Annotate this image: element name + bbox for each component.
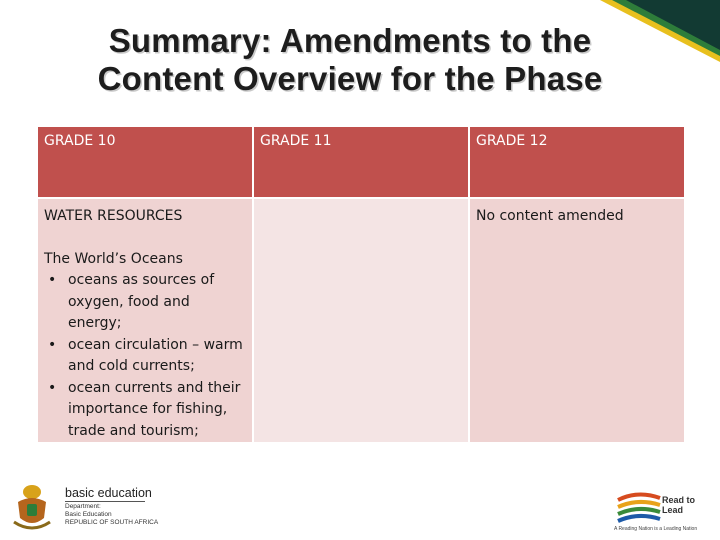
header-row xyxy=(38,127,684,197)
read-to-lead-tagline: A Reading Nation is a Leading Nation xyxy=(614,526,698,532)
slide-title xyxy=(20,22,680,98)
title-line-2: Content Overview for the Phase xyxy=(97,60,603,97)
brand-sub-line: Basic Education xyxy=(65,511,112,518)
read-to-lead-logo xyxy=(612,488,717,538)
brand-sub-line: Department: xyxy=(65,503,101,510)
header-grade-10: GRADE 10 xyxy=(38,127,252,197)
content-row xyxy=(38,199,684,442)
list-item: • ocean currents and their importance for fishing, trade and tourism; xyxy=(44,378,246,443)
cell-grade-11 xyxy=(254,199,468,442)
amendments-table xyxy=(36,125,686,444)
subtopic-heading: The World’s Oceans xyxy=(44,250,183,267)
brand-subtitle xyxy=(65,503,158,527)
brand-sub-line: REPUBLIC OF SOUTH AFRICA xyxy=(65,519,159,526)
book-stack-icon xyxy=(614,490,664,526)
cell-grade-12: No content amended xyxy=(470,199,684,442)
brand-divider xyxy=(65,501,145,502)
coat-of-arms-icon xyxy=(10,482,54,532)
content-points xyxy=(44,270,246,442)
basic-education-logo xyxy=(10,482,210,532)
title-line-1: Summary: Amendments to the xyxy=(108,22,592,59)
cell-grade-10 xyxy=(38,199,252,442)
header-grade-11: GRADE 11 xyxy=(254,127,468,197)
brand-title: basic education xyxy=(65,486,152,500)
topic-heading: WATER RESOURCES xyxy=(44,208,183,224)
list-item: • ocean circulation – warm and cold currents; xyxy=(44,335,246,378)
header-grade-12: GRADE 12 xyxy=(470,127,684,197)
list-item: • oceans as sources of oxygen, food and energy; xyxy=(44,270,246,335)
read-to-lead-title: Read to Lead xyxy=(662,495,696,515)
